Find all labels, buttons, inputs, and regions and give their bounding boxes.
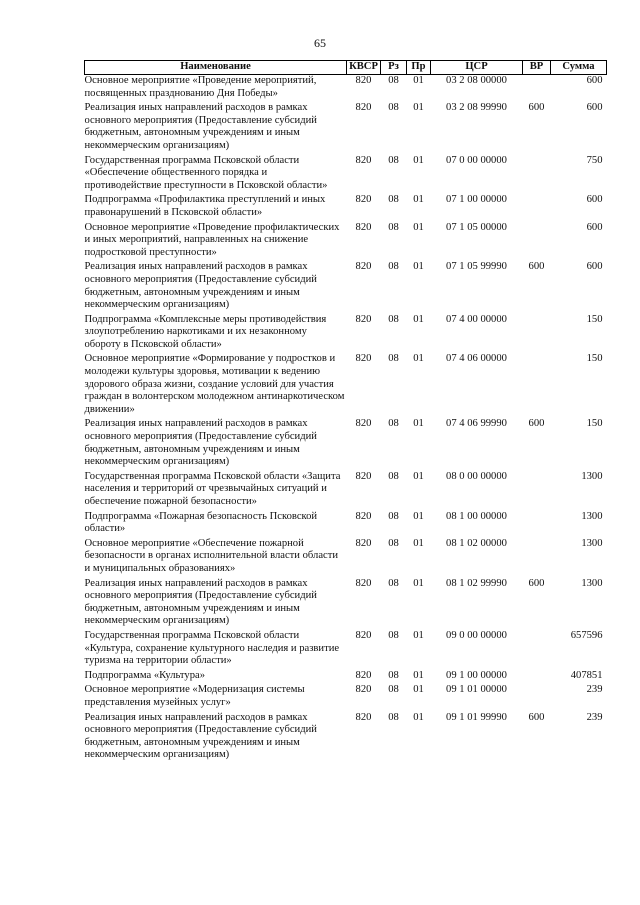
cell-name: Подпрограмма «Культура» bbox=[84, 669, 206, 681]
cell-name: Реализация иных направлений расходов в рамках основного мероприятия (Предоставление субсидий бюджетным, автономным учреждениям и иным некоммерческим организациям) bbox=[84, 418, 317, 468]
cell-kvsr: 820 bbox=[355, 684, 372, 696]
cell-csr: 07 4 00 00000 bbox=[446, 313, 507, 325]
cell-sum: 600 bbox=[586, 75, 603, 86]
cell-vr bbox=[523, 353, 551, 418]
cell-name: Основное мероприятие «Формирование у подростков и молодежи культуры здоровья, мотивации к ведению здорового образа жизни, создание условий для участия граждан в волонтерском молодежном антинаркотическом движении» bbox=[84, 353, 345, 415]
cell-pr: 01 bbox=[413, 418, 424, 430]
cell-kvsr: 820 bbox=[355, 418, 372, 430]
cell-kvsr: 820 bbox=[355, 313, 372, 325]
cell-rz: 08 bbox=[388, 154, 399, 166]
cell-vr bbox=[523, 538, 551, 578]
cell-csr: 07 1 05 99990 bbox=[446, 261, 507, 273]
cell-csr: 07 1 05 00000 bbox=[446, 221, 507, 233]
cell-vr: 600 bbox=[528, 261, 545, 273]
cell-pr: 01 bbox=[413, 510, 424, 522]
cell-rz: 08 bbox=[388, 194, 399, 206]
table-row bbox=[85, 222, 607, 262]
cell-name: Подпрограмма «Профилактика преступлений и иных правонарушений в Псковской области» bbox=[84, 194, 326, 218]
cell-sum: 600 bbox=[586, 221, 603, 233]
cell-name: Реализация иных направлений расходов в рамках основного мероприятия (Предоставление субсидий бюджетным, автономным учреждениям и иным некоммерческим организациям) bbox=[84, 261, 317, 311]
table-row bbox=[85, 261, 607, 313]
cell-csr: 07 1 00 00000 bbox=[446, 194, 507, 206]
cell-name: Государственная программа Псковской области «Обеспечение общественного порядка и противодействие преступности в Псковской области» bbox=[84, 154, 328, 191]
cell-sum: 1300 bbox=[581, 577, 603, 589]
cell-rz: 08 bbox=[388, 669, 399, 681]
cell-kvsr: 820 bbox=[355, 470, 372, 482]
table-row bbox=[85, 630, 607, 670]
cell-rz: 08 bbox=[388, 102, 399, 114]
cell-kvsr: 820 bbox=[355, 102, 372, 114]
cell-pr: 01 bbox=[413, 261, 424, 273]
cell-sum: 150 bbox=[586, 353, 603, 365]
cell-rz: 08 bbox=[388, 684, 399, 696]
cell-rz: 08 bbox=[388, 510, 399, 522]
cell-sum: 150 bbox=[586, 418, 603, 430]
cell-name: Основное мероприятие «Модернизация системы представления музейных услуг» bbox=[84, 684, 305, 708]
cell-vr bbox=[523, 471, 551, 511]
cell-vr bbox=[523, 194, 551, 221]
cell-rz: 08 bbox=[388, 353, 399, 365]
cell-kvsr: 820 bbox=[355, 194, 372, 206]
cell-sum: 239 bbox=[586, 711, 603, 723]
cell-kvsr: 820 bbox=[355, 154, 372, 166]
cell-csr: 09 0 00 00000 bbox=[446, 629, 507, 641]
cell-vr bbox=[523, 222, 551, 262]
cell-kvsr: 820 bbox=[355, 669, 372, 681]
cell-pr: 01 bbox=[413, 537, 424, 549]
cell-csr: 08 0 00 00000 bbox=[446, 470, 507, 482]
cell-rz: 08 bbox=[388, 711, 399, 723]
cell-csr: 08 1 02 00000 bbox=[446, 537, 507, 549]
header-sum: Сумма bbox=[551, 61, 607, 75]
cell-kvsr: 820 bbox=[355, 353, 372, 365]
table-row bbox=[85, 314, 607, 354]
cell-vr: 600 bbox=[528, 577, 545, 589]
cell-csr: 09 1 00 00000 bbox=[446, 669, 507, 681]
cell-name: Основное мероприятие «Проведение профилактических и иных мероприятий, направленных на снижение подростковой преступности» bbox=[84, 221, 340, 258]
table-row bbox=[85, 670, 607, 685]
table-row bbox=[85, 712, 607, 764]
cell-rz: 08 bbox=[388, 261, 399, 273]
table-row bbox=[85, 353, 607, 418]
cell-csr: 07 4 06 99990 bbox=[446, 418, 507, 430]
header-csr: ЦСР bbox=[431, 61, 523, 75]
cell-pr: 01 bbox=[413, 102, 424, 114]
cell-csr: 09 1 01 00000 bbox=[446, 684, 507, 696]
cell-csr: 08 1 00 00000 bbox=[446, 510, 507, 522]
table-row bbox=[85, 155, 607, 195]
header-pr: Пр bbox=[407, 61, 431, 75]
cell-sum: 239 bbox=[586, 684, 603, 696]
cell-sum: 600 bbox=[586, 194, 603, 206]
cell-rz: 08 bbox=[388, 313, 399, 325]
cell-kvsr: 820 bbox=[355, 221, 372, 233]
cell-pr: 01 bbox=[413, 313, 424, 325]
cell-name: Основное мероприятие «Проведение мероприятий, посвященных празднованию Дня Победы» bbox=[84, 75, 317, 99]
cell-sum: 1300 bbox=[581, 470, 603, 482]
cell-name: Основное мероприятие «Обеспечение пожарной безопасности в органах исполнительной власти области и муниципальных образованиях» bbox=[84, 537, 339, 574]
table-row bbox=[85, 418, 607, 470]
cell-sum: 657596 bbox=[570, 629, 603, 641]
cell-rz: 08 bbox=[388, 418, 399, 430]
cell-csr: 03 2 08 99990 bbox=[446, 102, 507, 114]
cell-csr: 03 2 08 00000 bbox=[446, 75, 507, 86]
cell-kvsr: 820 bbox=[355, 75, 372, 86]
cell-rz: 08 bbox=[388, 629, 399, 641]
table-row bbox=[85, 511, 607, 538]
cell-rz: 08 bbox=[388, 537, 399, 549]
table-header-row bbox=[85, 61, 607, 75]
cell-sum: 600 bbox=[586, 102, 603, 114]
cell-name: Реализация иных направлений расходов в рамках основного мероприятия (Предоставление субсидий бюджетным, автономным учреждениям и иным некоммерческим организациям) bbox=[84, 577, 317, 627]
table-row bbox=[85, 538, 607, 578]
cell-kvsr: 820 bbox=[355, 261, 372, 273]
cell-rz: 08 bbox=[388, 221, 399, 233]
table-row bbox=[85, 194, 607, 221]
cell-name: Реализация иных направлений расходов в рамках основного мероприятия (Предоставление субсидий бюджетным, автономным учреждениям и иным некоммерческим организациям) bbox=[84, 711, 317, 761]
cell-sum: 600 bbox=[586, 261, 603, 273]
cell-vr bbox=[523, 684, 551, 711]
cell-vr bbox=[523, 511, 551, 538]
cell-pr: 01 bbox=[413, 154, 424, 166]
cell-vr bbox=[523, 314, 551, 354]
cell-vr bbox=[523, 75, 551, 103]
table-row bbox=[85, 471, 607, 511]
cell-csr: 08 1 02 99990 bbox=[446, 577, 507, 589]
cell-csr: 09 1 01 99990 bbox=[446, 711, 507, 723]
page-number: 65 bbox=[314, 36, 326, 50]
cell-kvsr: 820 bbox=[355, 537, 372, 549]
cell-csr: 07 0 00 00000 bbox=[446, 154, 507, 166]
header-name: Наименование bbox=[85, 61, 347, 75]
cell-pr: 01 bbox=[413, 75, 424, 86]
cell-rz: 08 bbox=[388, 470, 399, 482]
cell-rz: 08 bbox=[388, 75, 399, 86]
cell-name: Подпрограмма «Комплексные меры противодействия злоупотреблению наркотиками и их незаконному обороту в Псковской области» bbox=[84, 313, 327, 350]
cell-name: Государственная программа Псковской области «Защита населения и территорий от чрезвычайных ситуаций и обеспечение пожарной безопасности» bbox=[84, 470, 341, 507]
table-row bbox=[85, 102, 607, 154]
cell-pr: 01 bbox=[413, 577, 424, 589]
cell-pr: 01 bbox=[413, 669, 424, 681]
cell-vr: 600 bbox=[528, 418, 545, 430]
cell-rz: 08 bbox=[388, 577, 399, 589]
cell-vr bbox=[523, 155, 551, 195]
header-kvsr: КВСР bbox=[347, 61, 381, 75]
cell-vr bbox=[523, 670, 551, 685]
cell-kvsr: 820 bbox=[355, 510, 372, 522]
cell-sum: 1300 bbox=[581, 510, 603, 522]
cell-kvsr: 820 bbox=[355, 577, 372, 589]
cell-vr bbox=[523, 630, 551, 670]
header-rz: Рз bbox=[381, 61, 407, 75]
cell-sum: 407851 bbox=[570, 669, 603, 681]
cell-name: Реализация иных направлений расходов в рамках основного мероприятия (Предоставление субсидий бюджетным, автономным учреждениям и иным некоммерческим организациям) bbox=[84, 102, 317, 151]
cell-pr: 01 bbox=[413, 221, 424, 233]
cell-name: Государственная программа Псковской области «Культура, сохранение культурного наследия и развитие туризма на территории области» bbox=[84, 629, 340, 667]
table-row bbox=[85, 684, 607, 711]
cell-csr: 07 4 06 00000 bbox=[446, 353, 507, 365]
table-row bbox=[85, 578, 607, 630]
cell-vr: 600 bbox=[528, 711, 545, 723]
cell-pr: 01 bbox=[413, 711, 424, 723]
cell-pr: 01 bbox=[413, 353, 424, 365]
table-body bbox=[85, 75, 607, 764]
budget-table bbox=[84, 60, 607, 764]
header-vr: ВР bbox=[523, 61, 551, 75]
cell-pr: 01 bbox=[413, 684, 424, 696]
cell-vr: 600 bbox=[528, 102, 545, 114]
cell-kvsr: 820 bbox=[355, 711, 372, 723]
cell-sum: 1300 bbox=[581, 537, 603, 549]
cell-pr: 01 bbox=[413, 629, 424, 641]
cell-sum: 150 bbox=[586, 313, 603, 325]
cell-sum: 750 bbox=[586, 154, 603, 166]
table-row bbox=[85, 75, 607, 103]
cell-pr: 01 bbox=[413, 470, 424, 482]
cell-pr: 01 bbox=[413, 194, 424, 206]
cell-kvsr: 820 bbox=[355, 629, 372, 641]
cell-name: Подпрограмма «Пожарная безопасность Псковской области» bbox=[84, 510, 318, 535]
